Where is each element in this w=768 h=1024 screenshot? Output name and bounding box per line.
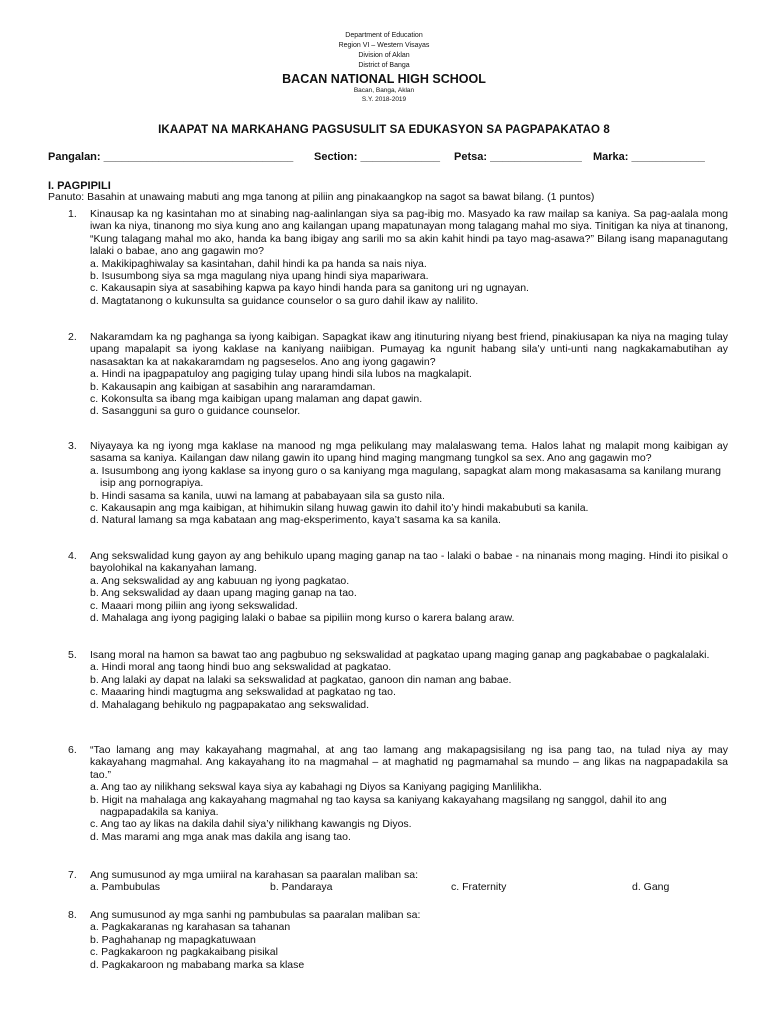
option-d[interactable]: d. Pagkakaroon ng mababang marka sa klase bbox=[90, 958, 305, 971]
option-d[interactable]: d. Mahalaga ang iyong pagiging lalaki o babae sa pipiliin mong kurso o karera balang araw. bbox=[90, 612, 515, 625]
option-a[interactable]: a. Ang tao ay nilikhang sekswal kaya siya ay kabahagi ng Diyos sa Kaniyang pagiging Manlilikha. bbox=[90, 781, 542, 794]
option-c[interactable]: c. Maaaring hindi magtugma ang sekswalidad at pagkatao ng tao. bbox=[90, 686, 396, 699]
option-c[interactable]: c. Kakausapin siya at sasabihing kapwa pa kayo hindi handa para sa ganitong uri ng ugnayan. bbox=[90, 282, 529, 295]
option-b[interactable]: b. Ang lalaki ay dapat na lalaki sa sekswalidad at pagkatao, ganoon din naman ang babae. bbox=[90, 673, 512, 686]
option-b[interactable]: b. Kakausapin ang kaibigan at sasabihin ang nararamdaman. bbox=[90, 380, 376, 393]
question-number: 2. bbox=[68, 331, 77, 343]
question-number: 7. bbox=[68, 869, 77, 881]
exam-title: IKAAPAT NA MARKAHANG PAGSUSULIT SA EDUKASYON SA PAGPAPAKATAO 8 bbox=[158, 124, 610, 136]
option-a[interactable]: a. Isusumbong ang iyong kaklase sa inyong guro o sa kaniyang mga magulang, sapagkat alam mong makasasama sa kanilang murang isip ang pornograpiya. bbox=[90, 464, 721, 490]
question-6 bbox=[48, 744, 728, 843]
question-number: 3. bbox=[68, 440, 77, 452]
question-number: 1. bbox=[68, 208, 77, 220]
option-c[interactable]: c. Pagkakaroon ng pagkakaibang pisikal bbox=[90, 946, 278, 959]
section-field[interactable]: Section: _____________ bbox=[314, 151, 440, 163]
score-field[interactable]: Marka: ____________ bbox=[593, 151, 705, 163]
question-number: 4. bbox=[68, 550, 77, 562]
option-a[interactable]: a. Hindi moral ang taong hindi buo ang sekswalidad at pagkatao. bbox=[90, 661, 392, 674]
option-c[interactable]: c. Fraternity bbox=[451, 881, 507, 894]
option-c[interactable]: c. Maaari mong piliin ang iyong sekswalidad. bbox=[90, 599, 298, 612]
instructions: Panuto: Basahin at unawaing mabuti ang mga tanong at piliin ang pinakaangkop na sagot sa bawat bilang. (1 puntos) bbox=[48, 191, 595, 203]
region-line: Region VI – Western Visayas bbox=[338, 42, 430, 49]
option-d[interactable]: d. Sasangguni sa guro o guidance counselor. bbox=[90, 405, 301, 418]
question-number: 6. bbox=[68, 744, 77, 756]
question-stem: Niyayaya ka ng iyong mga kaklase na manood ng mga pelikulang may malalaswang tema. Halos lahat ng malapit mong kaibigan ay sasama sa kaniya. Kailangan daw nilang gawin ito upang hind maging mangmang tungkol sa sex. Ano ang gagawin mo? bbox=[90, 440, 728, 465]
school-year: S.Y. 2018-2019 bbox=[361, 96, 407, 103]
division-line: Division of Aklan bbox=[358, 52, 410, 59]
option-d[interactable]: d. Gang bbox=[632, 881, 670, 894]
question-stem: Nakaramdam ka ng paghanga sa iyong kaibigan. Sapagkat ikaw ang itinuturing niyang best friend, pinakiusapan ka niya na maging tulay upang mapalapit sa iyong kaklase na kaniyang naiibigan. Pumayag ka ngunit habang sila’y unti-unti nang nagkakamabutihan ay nasasaktan ka at nakakaramdam ng pagseselos. Ano ang iyong gagawin? bbox=[90, 331, 728, 368]
option-a[interactable]: a. Hindi na ipagpapatuloy ang pagiging tulay upang hindi sila lubos na magkalapit. bbox=[90, 368, 472, 381]
district-line: District of Banga bbox=[358, 62, 410, 69]
section-title: I. PAGPIPILI bbox=[48, 180, 111, 192]
question-stem: “Tao lamang ang may kakayahang magmahal, at ang tao lamang ang makapagsisilang ng isa pang tao, na tulad niya ay may kakayahang magmahal. Ang kakayahang ito na magmahal – at maghatid ng pagmamahal sa mundo – ang likas na nagpapadakila sa tao.” bbox=[90, 744, 728, 781]
option-a[interactable]: a. Makikipaghiwalay sa kasintahan, dahil hindi ka pa handa sa nais niya. bbox=[90, 257, 427, 270]
department-line: Department of Education bbox=[345, 32, 423, 39]
option-d[interactable]: d. Magtatanong o kukunsulta sa guidance counselor o sa guro dahil ikaw ay nalilito. bbox=[90, 294, 479, 307]
option-a[interactable]: a. Pagkakaranas ng karahasan sa tahanan bbox=[90, 921, 291, 934]
school-address: Bacan, Banga, Aklan bbox=[353, 87, 415, 94]
question-stem: Ang sekswalidad kung gayon ay ang behikulo upang maging ganap na tao - lalaki o babae - na ninanais mong maging. Hindi ito pisikal o bayolohikal na kakanyahan lamang. bbox=[90, 550, 728, 575]
option-a[interactable]: a. Ang sekswalidad ay ang kabuuan ng iyong pagkatao. bbox=[90, 574, 350, 587]
option-b[interactable]: b. Hindi sasama sa kanila, uuwi na lamang at pababayaan sila sa gusto nila. bbox=[90, 489, 445, 502]
question-1 bbox=[48, 208, 728, 307]
date-field[interactable]: Petsa: _______________ bbox=[454, 151, 582, 163]
option-c[interactable]: c. Ang tao ay likas na dakila dahil siya’y nilikhang kawangis ng Diyos. bbox=[90, 818, 412, 831]
question-2 bbox=[48, 331, 728, 418]
option-b[interactable]: b. Isusumbong siya sa mga magulang niya upang hindi siya mapariwara. bbox=[90, 270, 429, 283]
question-number: 8. bbox=[68, 909, 77, 921]
option-b[interactable]: b. Pandaraya bbox=[270, 881, 333, 894]
option-a[interactable]: a. Pambubulas bbox=[90, 881, 161, 894]
option-d[interactable]: d. Natural lamang sa mga kabataan ang mag-eksperimento, kaya’t sasama ka sa kanila. bbox=[90, 514, 501, 527]
question-stem: Ang sumusunod ay mga sanhi ng pambubulas sa paaralan maliban sa: bbox=[90, 909, 421, 921]
option-b[interactable]: b. Ang sekswalidad ay daan upang maging ganap na tao. bbox=[90, 587, 357, 600]
option-d[interactable]: d. Mas marami ang mga anak mas dakila ang isang tao. bbox=[90, 830, 351, 843]
question-number: 5. bbox=[68, 649, 77, 661]
option-b[interactable]: b. Paghahanap ng mapagkatuwaan bbox=[90, 933, 256, 946]
name-field[interactable]: Pangalan: _______________________________ bbox=[48, 151, 294, 163]
school-name: BACAN NATIONAL HIGH SCHOOL bbox=[282, 72, 486, 86]
question-4 bbox=[48, 550, 728, 624]
question-3 bbox=[48, 440, 728, 527]
question-5 bbox=[48, 649, 728, 711]
question-stem: Kinausap ka ng kasintahan mo at sinabing nag-aalinlangan siya sa pag-ibig mo. Masyado ka raw mailap sa kaniya. Sa pag-aalala mong iwan ka niya, tinanong mo siya kung ano ang kailangan upang mapatunayan mong talagang mahal mo siya. Tinitigan ka niya at tinanong, “Kung talagang mahal mo ako, handa ka bang ibigay ang sarili mo sa akin kahit hindi pa tayo mag-asawa?” Bilang isang mapanagutang lalaki o babae, ano ang gagawin mo? bbox=[90, 208, 729, 258]
question-8 bbox=[48, 909, 728, 971]
option-b[interactable]: b. Higit na mahalaga ang kakayahang magmahal ng tao kaysa sa kaniyang kakayahang magsilang ng sanggol, dahil ito ang nagpapadakila sa kaniya. bbox=[90, 793, 667, 819]
school-header bbox=[0, 31, 768, 104]
option-c[interactable]: c. Kakausapin ang mga kaibigan, at hihimukin silang huwag gawin ito dahil ito’y hindi makabubuti sa kanila. bbox=[90, 502, 589, 515]
question-stem: Ang sumusunod ay mga umiiral na karahasan sa paaralan maliban sa: bbox=[90, 869, 419, 881]
question-stem: Isang moral na hamon sa bawat tao ang pagbubuo ng sekswalidad at pagkatao upang maging ganap ang pagkababae o pagkalalaki. bbox=[90, 649, 710, 661]
option-d[interactable]: d. Mahalagang behikulo ng pagpapakatao ang sekswalidad. bbox=[90, 698, 370, 711]
option-c[interactable]: c. Kokonsulta sa ibang mga kaibigan upang malaman ang dapat gawin. bbox=[90, 393, 423, 406]
question-7 bbox=[48, 869, 728, 894]
options-row bbox=[90, 881, 728, 894]
